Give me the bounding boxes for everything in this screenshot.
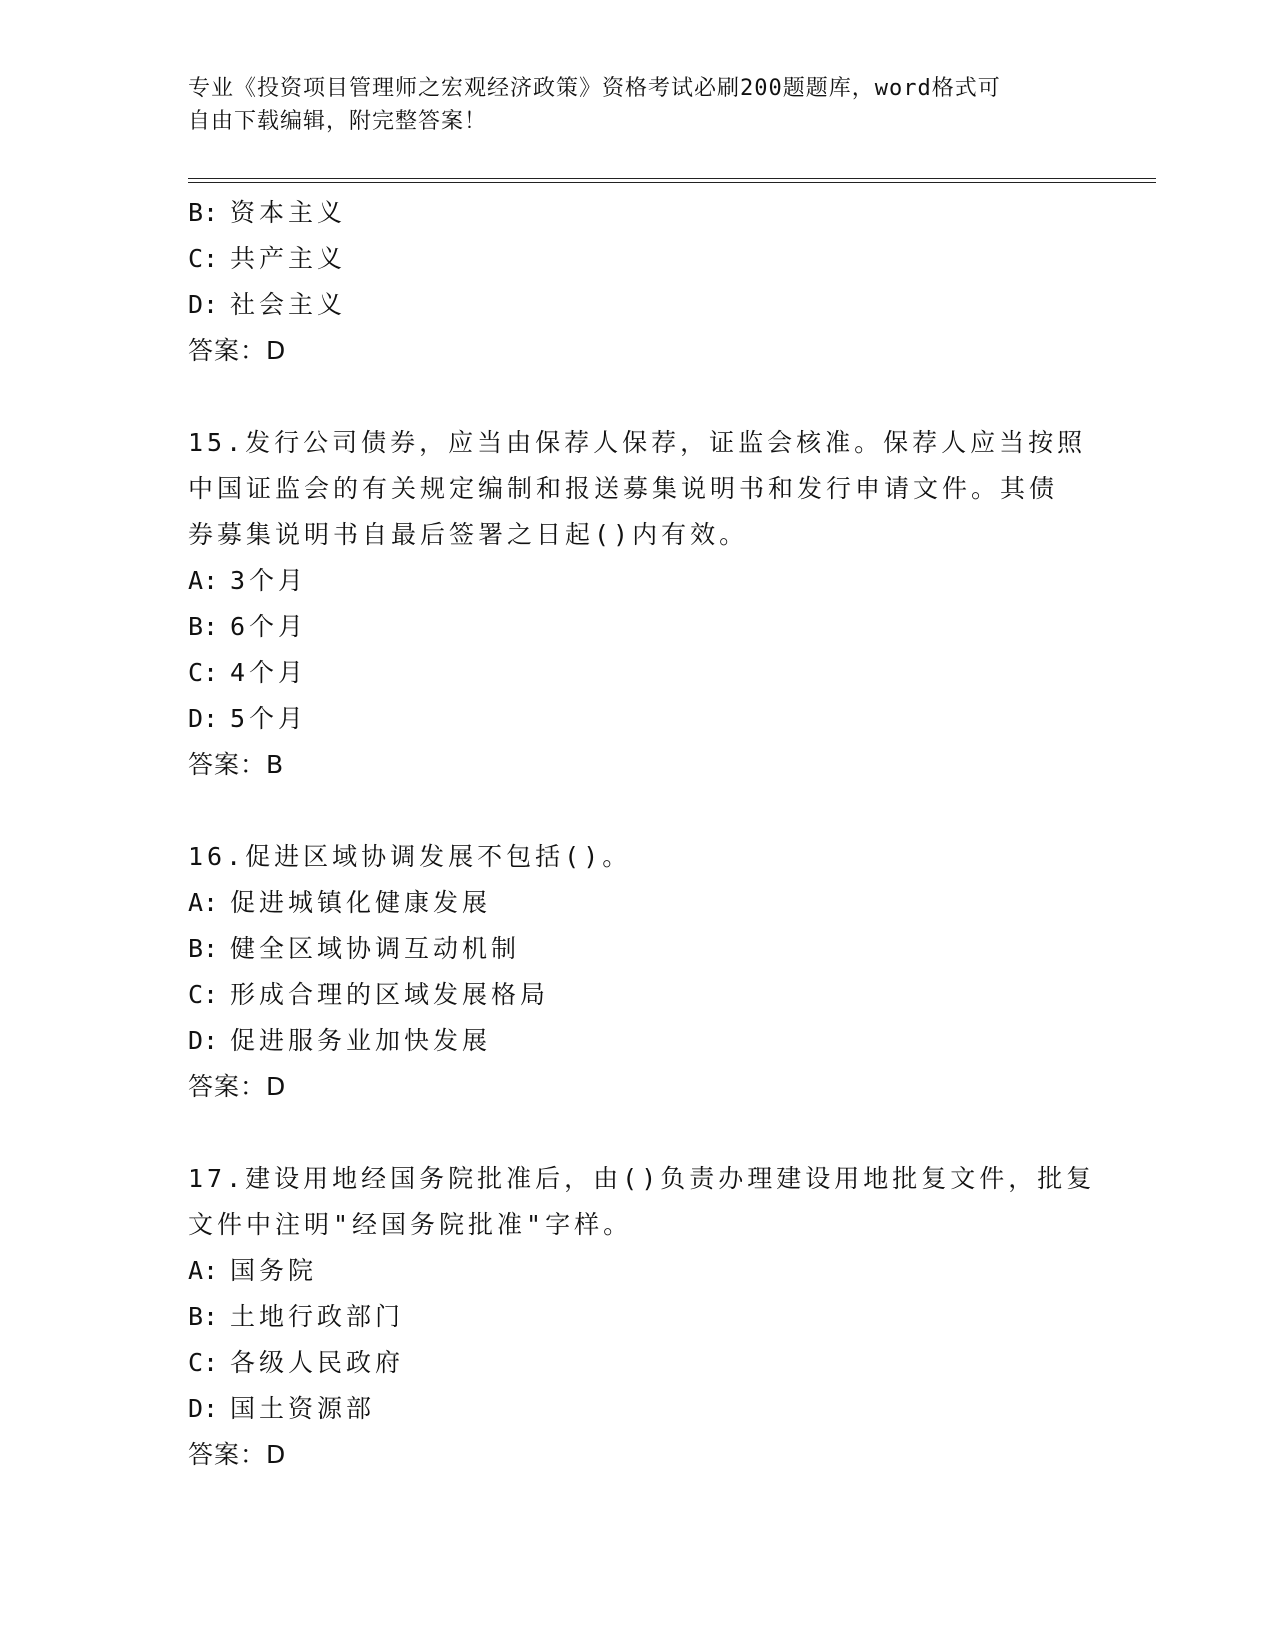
- option-c: C: 形成合理的区域发展格局: [188, 980, 550, 1009]
- question-17: [188, 1156, 1096, 1478]
- question-stem-line: 16.促进区域协调发展不包括()。: [188, 842, 632, 871]
- option-b: B: 土地行政部门: [188, 1302, 405, 1331]
- option-d: D: 促进服务业加快发展: [188, 1026, 492, 1055]
- question-stem-line: 中国证监会的有关规定编制和报送募集说明书和发行申请文件。其债: [188, 474, 1059, 503]
- answer-line: 答案：B: [188, 750, 285, 779]
- question-stem-line: 17.建设用地经国务院批准后，由()负责办理建设用地批复文件，批复: [188, 1164, 1096, 1193]
- header-line-2: 自由下载编辑，附完整答案！: [188, 109, 488, 134]
- answer-line: 答案：D: [188, 336, 287, 365]
- question-16: [188, 834, 1088, 1110]
- option-a: A: 促进城镇化健康发展: [188, 888, 492, 917]
- question-15: [188, 420, 1088, 788]
- question-list: [188, 190, 1096, 1478]
- option-d: D: 5个月: [188, 704, 308, 733]
- option-a: A: 3个月: [188, 566, 308, 595]
- header-divider-top: [188, 178, 1156, 179]
- document-header: [188, 72, 1068, 138]
- question-stem-line: 文件中注明"经国务院批准"字样。: [188, 1210, 633, 1239]
- option-b: B: 资本主义: [188, 198, 347, 227]
- option-c: C: 4个月: [188, 658, 308, 687]
- question-stem-line: 券募集说明书自最后签署之日起()内有效。: [188, 520, 749, 549]
- header-divider-bottom: [188, 182, 1156, 183]
- partial-question: [188, 190, 1088, 374]
- answer-line: 答案：D: [188, 1072, 287, 1101]
- option-a: A: 国务院: [188, 1256, 318, 1285]
- question-stem-line: 15.发行公司债券，应当由保荐人保荐，证监会核准。保荐人应当按照: [188, 428, 1087, 457]
- option-d: D: 社会主义: [188, 290, 347, 319]
- option-c: C: 各级人民政府: [188, 1348, 405, 1377]
- header-line-1: 专业《投资项目管理师之宏观经济政策》资格考试必刷200题题库，word格式可: [188, 76, 1001, 101]
- answer-line: 答案：D: [188, 1440, 287, 1469]
- option-d: D: 国土资源部: [188, 1394, 376, 1423]
- option-b: B: 6个月: [188, 612, 308, 641]
- option-b: B: 健全区域协调互动机制: [188, 934, 521, 963]
- option-c: C: 共产主义: [188, 244, 347, 273]
